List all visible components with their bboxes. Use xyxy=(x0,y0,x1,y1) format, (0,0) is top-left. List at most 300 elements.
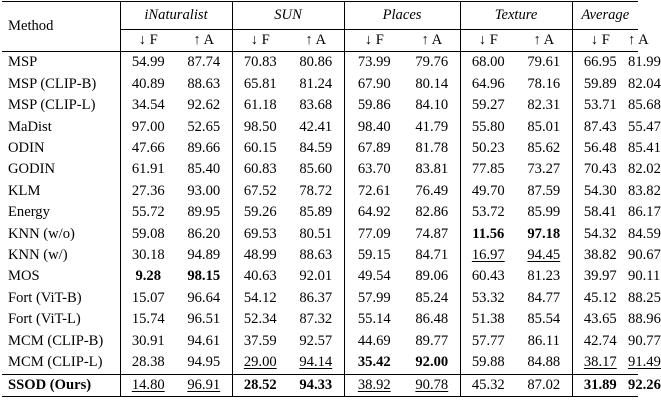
group-sun: SUN xyxy=(232,2,344,30)
value-text: 54.30 xyxy=(583,182,617,199)
value-cell xyxy=(572,224,628,245)
metric-auroc-header: ↑ A xyxy=(404,30,460,52)
value-cell xyxy=(404,138,460,159)
value-cell xyxy=(516,181,572,202)
value-cell xyxy=(516,74,572,95)
value-cell xyxy=(516,331,572,352)
value-cell xyxy=(404,52,460,74)
value-cell xyxy=(516,266,572,287)
value-text: 30.18 xyxy=(131,247,165,264)
value-text: 96.91 xyxy=(187,376,221,393)
value-text: 82.31 xyxy=(527,97,561,114)
value-text: 85.62 xyxy=(527,140,561,157)
value-text: 84.59 xyxy=(628,225,661,242)
value-text: 55.80 xyxy=(471,118,505,135)
value-text: 81.78 xyxy=(415,140,449,157)
value-cell xyxy=(460,266,516,287)
value-cell xyxy=(120,374,176,396)
value-text: 39.97 xyxy=(583,268,617,285)
value-text: 89.06 xyxy=(415,268,449,285)
value-cell xyxy=(516,52,572,74)
value-cell xyxy=(516,138,572,159)
value-text: 67.90 xyxy=(357,75,391,92)
value-cell xyxy=(572,181,628,202)
value-text: 81.24 xyxy=(299,75,333,92)
value-cell xyxy=(460,117,516,138)
value-cell xyxy=(176,202,232,223)
value-text: 66.95 xyxy=(583,54,617,71)
method-cell: ODIN xyxy=(2,138,120,159)
value-cell xyxy=(120,331,176,352)
value-text: 52.65 xyxy=(187,118,221,135)
value-text: 38.17 xyxy=(583,354,617,371)
table-row xyxy=(2,74,638,95)
value-cell xyxy=(232,331,288,352)
value-text: 83.82 xyxy=(628,182,661,199)
table-row xyxy=(2,352,638,374)
value-text: 73.27 xyxy=(527,161,561,178)
value-text: 43.65 xyxy=(583,311,617,328)
value-text: 85.41 xyxy=(628,140,661,157)
value-text: 67.52 xyxy=(243,182,277,199)
value-cell xyxy=(572,266,628,287)
value-cell xyxy=(460,52,516,74)
value-text: 86.20 xyxy=(187,225,221,242)
value-cell xyxy=(628,74,661,95)
value-text: 97.00 xyxy=(131,118,165,135)
table-row xyxy=(2,331,638,352)
value-text: 88.63 xyxy=(187,75,221,92)
value-cell xyxy=(344,245,404,266)
metric-auroc-header: ↑ A xyxy=(628,32,649,48)
table-row xyxy=(2,224,638,245)
value-text: 37.59 xyxy=(243,332,277,349)
value-text: 88.63 xyxy=(299,247,333,264)
value-text: 9.28 xyxy=(135,268,162,285)
group-places: Places xyxy=(344,2,460,30)
value-text: 29.00 xyxy=(243,354,277,371)
value-cell xyxy=(232,181,288,202)
value-cell xyxy=(404,374,460,396)
value-cell xyxy=(176,52,232,74)
table-row xyxy=(2,181,638,202)
value-text: 54.99 xyxy=(131,54,165,71)
value-text: 67.89 xyxy=(357,140,391,157)
value-text: 59.27 xyxy=(471,97,505,114)
value-cell xyxy=(628,352,661,374)
value-text: 94.95 xyxy=(187,354,221,371)
value-text: 15.07 xyxy=(131,289,165,306)
value-text: 57.77 xyxy=(471,332,505,349)
value-cell xyxy=(628,117,661,138)
value-text: 27.36 xyxy=(131,182,165,199)
value-cell xyxy=(516,245,572,266)
value-text: 30.91 xyxy=(131,332,165,349)
value-cell xyxy=(516,288,572,309)
value-cell xyxy=(344,159,404,180)
value-text: 94.89 xyxy=(187,247,221,264)
value-text: 87.02 xyxy=(527,376,561,393)
value-cell xyxy=(120,224,176,245)
value-cell xyxy=(232,52,288,74)
value-text: 16.97 xyxy=(471,247,505,264)
value-cell xyxy=(232,309,288,330)
value-cell xyxy=(176,95,232,116)
value-text: 50.23 xyxy=(471,140,505,157)
metric-auroc-header: ↑ A xyxy=(516,30,572,52)
value-cell xyxy=(232,288,288,309)
value-cell xyxy=(176,224,232,245)
method-cell: KNN (w/o) xyxy=(2,224,120,245)
value-text: 68.00 xyxy=(471,54,505,71)
value-cell xyxy=(232,202,288,223)
value-cell xyxy=(628,288,661,309)
value-text: 59.89 xyxy=(583,75,617,92)
method-cell: MCM (CLIP-B) xyxy=(2,331,120,352)
value-text: 53.32 xyxy=(471,289,505,306)
table-row xyxy=(2,309,638,330)
table-row xyxy=(2,374,638,396)
metric-auroc-header: ↑ A xyxy=(176,30,232,52)
value-cell xyxy=(176,117,232,138)
value-cell xyxy=(404,74,460,95)
value-cell xyxy=(120,138,176,159)
value-cell xyxy=(628,52,661,74)
value-cell xyxy=(460,374,516,396)
value-text: 86.11 xyxy=(527,332,560,349)
value-text: 63.70 xyxy=(357,161,391,178)
value-cell xyxy=(232,138,288,159)
value-cell xyxy=(404,288,460,309)
value-cell xyxy=(176,331,232,352)
value-text: 84.77 xyxy=(527,289,561,306)
value-text: 78.16 xyxy=(527,75,561,92)
value-text: 82.86 xyxy=(415,204,449,221)
method-cell: GODIN xyxy=(2,159,120,180)
metric-fpr-header: ↓ F xyxy=(138,32,158,48)
value-cell xyxy=(404,224,460,245)
metric-fpr-header: ↓ F xyxy=(364,32,384,48)
method-cell: Fort (ViT-B) xyxy=(2,288,120,309)
value-cell xyxy=(628,138,661,159)
value-cell xyxy=(288,331,344,352)
value-cell xyxy=(344,202,404,223)
value-cell xyxy=(232,159,288,180)
value-cell xyxy=(404,309,460,330)
value-cell xyxy=(460,288,516,309)
value-text: 60.83 xyxy=(243,161,277,178)
value-text: 58.41 xyxy=(583,204,617,221)
table-row xyxy=(2,52,638,74)
value-cell xyxy=(176,288,232,309)
value-cell xyxy=(232,95,288,116)
value-cell xyxy=(288,117,344,138)
value-cell xyxy=(288,52,344,74)
value-cell xyxy=(232,245,288,266)
value-text: 55.47 xyxy=(628,118,661,135)
value-text: 85.01 xyxy=(527,118,561,135)
value-text: 15.74 xyxy=(131,311,165,328)
metric-fpr-header: ↓ F xyxy=(590,32,610,48)
method-cell: MOS xyxy=(2,266,120,287)
value-text: 90.11 xyxy=(628,268,661,285)
value-text: 96.64 xyxy=(187,289,221,306)
value-text: 87.32 xyxy=(299,311,333,328)
value-text: 53.72 xyxy=(471,204,505,221)
value-text: 98.15 xyxy=(187,268,221,285)
value-text: 73.99 xyxy=(357,54,391,71)
value-cell xyxy=(404,117,460,138)
value-cell xyxy=(572,352,628,374)
value-cell xyxy=(288,159,344,180)
value-cell xyxy=(572,309,628,330)
value-text: 47.66 xyxy=(131,140,165,157)
value-text: 61.91 xyxy=(131,161,165,178)
value-text: 96.51 xyxy=(187,311,221,328)
value-cell xyxy=(516,352,572,374)
value-cell xyxy=(344,95,404,116)
value-cell xyxy=(460,245,516,266)
value-cell xyxy=(288,224,344,245)
value-cell xyxy=(176,159,232,180)
value-text: 81.99 xyxy=(628,54,661,71)
value-cell xyxy=(516,374,572,396)
value-cell xyxy=(460,181,516,202)
value-cell xyxy=(120,95,176,116)
value-text: 44.69 xyxy=(357,332,391,349)
value-cell xyxy=(344,266,404,287)
metric-fpr-header: ↓ F xyxy=(478,32,498,48)
value-cell xyxy=(120,309,176,330)
value-text: 28.38 xyxy=(131,354,165,371)
value-cell xyxy=(120,159,176,180)
value-text: 85.60 xyxy=(299,161,333,178)
value-text: 40.63 xyxy=(243,268,277,285)
value-text: 90.77 xyxy=(628,332,661,349)
value-text: 45.12 xyxy=(583,289,617,306)
results-table xyxy=(2,1,661,397)
value-cell xyxy=(288,288,344,309)
value-cell xyxy=(516,202,572,223)
value-text: 60.15 xyxy=(243,140,277,157)
value-cell xyxy=(404,245,460,266)
value-cell xyxy=(516,309,572,330)
value-text: 49.54 xyxy=(357,268,391,285)
value-text: 80.51 xyxy=(299,225,333,242)
value-text: 86.37 xyxy=(299,289,333,306)
value-text: 11.56 xyxy=(472,225,505,242)
value-text: 69.53 xyxy=(243,225,277,242)
value-text: 38.82 xyxy=(583,247,617,264)
value-cell xyxy=(460,224,516,245)
value-cell xyxy=(176,266,232,287)
value-cell xyxy=(288,352,344,374)
value-cell xyxy=(120,352,176,374)
value-cell xyxy=(120,52,176,74)
value-text: 92.57 xyxy=(299,332,333,349)
value-text: 87.74 xyxy=(187,54,221,71)
value-cell xyxy=(572,245,628,266)
value-cell xyxy=(176,309,232,330)
value-cell xyxy=(628,224,661,245)
value-cell xyxy=(404,95,460,116)
value-cell xyxy=(404,266,460,287)
value-cell xyxy=(404,352,460,374)
value-text: 89.66 xyxy=(187,140,221,157)
value-text: 85.40 xyxy=(187,161,221,178)
value-cell xyxy=(120,181,176,202)
value-text: 85.99 xyxy=(527,204,561,221)
value-text: 86.17 xyxy=(628,204,661,221)
value-cell xyxy=(344,74,404,95)
value-cell xyxy=(404,181,460,202)
value-text: 64.96 xyxy=(471,75,505,92)
value-cell xyxy=(572,331,628,352)
value-cell xyxy=(572,95,628,116)
table-row xyxy=(2,159,638,180)
value-text: 98.40 xyxy=(357,118,391,135)
value-text: 77.09 xyxy=(357,225,391,242)
value-cell xyxy=(572,74,628,95)
method-cell: MSP (CLIP-L) xyxy=(2,95,120,116)
table-row xyxy=(2,117,638,138)
value-cell xyxy=(288,245,344,266)
table-row xyxy=(2,245,638,266)
value-cell xyxy=(288,309,344,330)
value-text: 51.38 xyxy=(471,311,505,328)
value-cell xyxy=(460,159,516,180)
value-text: 92.62 xyxy=(187,97,221,114)
value-text: 84.88 xyxy=(527,354,561,371)
value-cell xyxy=(344,52,404,74)
value-cell xyxy=(628,159,661,180)
value-text: 88.25 xyxy=(628,289,661,306)
value-text: 94.14 xyxy=(299,354,333,371)
value-text: 79.76 xyxy=(415,54,449,71)
value-text: 93.00 xyxy=(187,182,221,199)
value-text: 42.41 xyxy=(299,118,333,135)
value-text: 59.15 xyxy=(357,247,391,264)
value-cell xyxy=(288,181,344,202)
value-text: 85.68 xyxy=(628,97,661,114)
value-cell xyxy=(628,181,661,202)
value-text: 52.34 xyxy=(243,311,277,328)
value-cell xyxy=(628,95,661,116)
value-text: 80.86 xyxy=(299,54,333,71)
value-cell xyxy=(344,224,404,245)
value-cell xyxy=(460,331,516,352)
value-cell xyxy=(572,138,628,159)
value-cell xyxy=(460,309,516,330)
value-text: 77.85 xyxy=(471,161,505,178)
table-row xyxy=(2,288,638,309)
value-cell xyxy=(288,202,344,223)
value-text: 31.89 xyxy=(583,376,617,393)
value-cell xyxy=(120,245,176,266)
value-text: 28.52 xyxy=(243,376,277,393)
value-cell xyxy=(288,266,344,287)
value-text: 97.18 xyxy=(527,225,561,242)
value-cell xyxy=(572,52,628,74)
value-text: 81.23 xyxy=(527,268,561,285)
value-cell xyxy=(176,181,232,202)
value-cell xyxy=(404,202,460,223)
group-inaturalist: iNaturalist xyxy=(120,2,232,30)
group-average: Average xyxy=(572,2,638,30)
value-text: 61.18 xyxy=(243,97,277,114)
value-cell xyxy=(628,202,661,223)
value-cell xyxy=(176,74,232,95)
value-text: 92.26 xyxy=(628,376,661,393)
value-text: 89.77 xyxy=(415,332,449,349)
value-text: 84.71 xyxy=(415,247,449,264)
method-cell: MSP xyxy=(2,52,120,74)
value-text: 64.92 xyxy=(357,204,391,221)
value-text: 83.68 xyxy=(299,97,333,114)
value-cell xyxy=(120,288,176,309)
value-text: 14.80 xyxy=(131,376,165,393)
value-cell xyxy=(628,374,661,396)
value-cell xyxy=(288,95,344,116)
value-cell xyxy=(232,352,288,374)
method-header: Method xyxy=(2,2,120,52)
value-cell xyxy=(572,117,628,138)
method-cell: KNN (w/) xyxy=(2,245,120,266)
value-cell xyxy=(460,74,516,95)
value-cell xyxy=(176,138,232,159)
value-text: 85.54 xyxy=(527,311,561,328)
value-text: 94.61 xyxy=(187,332,221,349)
value-text: 60.43 xyxy=(471,268,505,285)
value-cell xyxy=(232,117,288,138)
value-text: 72.61 xyxy=(357,182,391,199)
value-cell xyxy=(344,117,404,138)
value-cell xyxy=(232,74,288,95)
value-cell xyxy=(344,138,404,159)
value-text: 74.87 xyxy=(415,225,449,242)
value-text: 34.54 xyxy=(131,97,165,114)
value-text: 59.08 xyxy=(131,225,165,242)
value-text: 70.83 xyxy=(243,54,277,71)
value-cell xyxy=(176,352,232,374)
value-text: 87.43 xyxy=(583,118,617,135)
table-row xyxy=(2,266,638,287)
value-cell xyxy=(572,159,628,180)
value-cell xyxy=(628,309,661,330)
value-text: 94.45 xyxy=(527,247,561,264)
value-cell xyxy=(232,266,288,287)
value-cell xyxy=(344,352,404,374)
value-cell xyxy=(232,224,288,245)
value-cell xyxy=(516,95,572,116)
value-text: 91.49 xyxy=(628,354,661,371)
value-cell xyxy=(288,74,344,95)
value-text: 45.32 xyxy=(471,376,505,393)
value-text: 86.48 xyxy=(415,311,449,328)
value-text: 41.79 xyxy=(415,118,449,135)
value-text: 85.89 xyxy=(299,204,333,221)
value-cell xyxy=(516,159,572,180)
value-cell xyxy=(460,138,516,159)
value-text: 92.01 xyxy=(299,268,333,285)
method-cell: MSP (CLIP-B) xyxy=(2,74,120,95)
value-text: 84.10 xyxy=(415,97,449,114)
value-text: 57.99 xyxy=(357,289,391,306)
value-cell xyxy=(572,374,628,396)
results-table-container xyxy=(2,1,661,397)
value-text: 82.02 xyxy=(628,161,661,178)
value-cell xyxy=(628,245,661,266)
